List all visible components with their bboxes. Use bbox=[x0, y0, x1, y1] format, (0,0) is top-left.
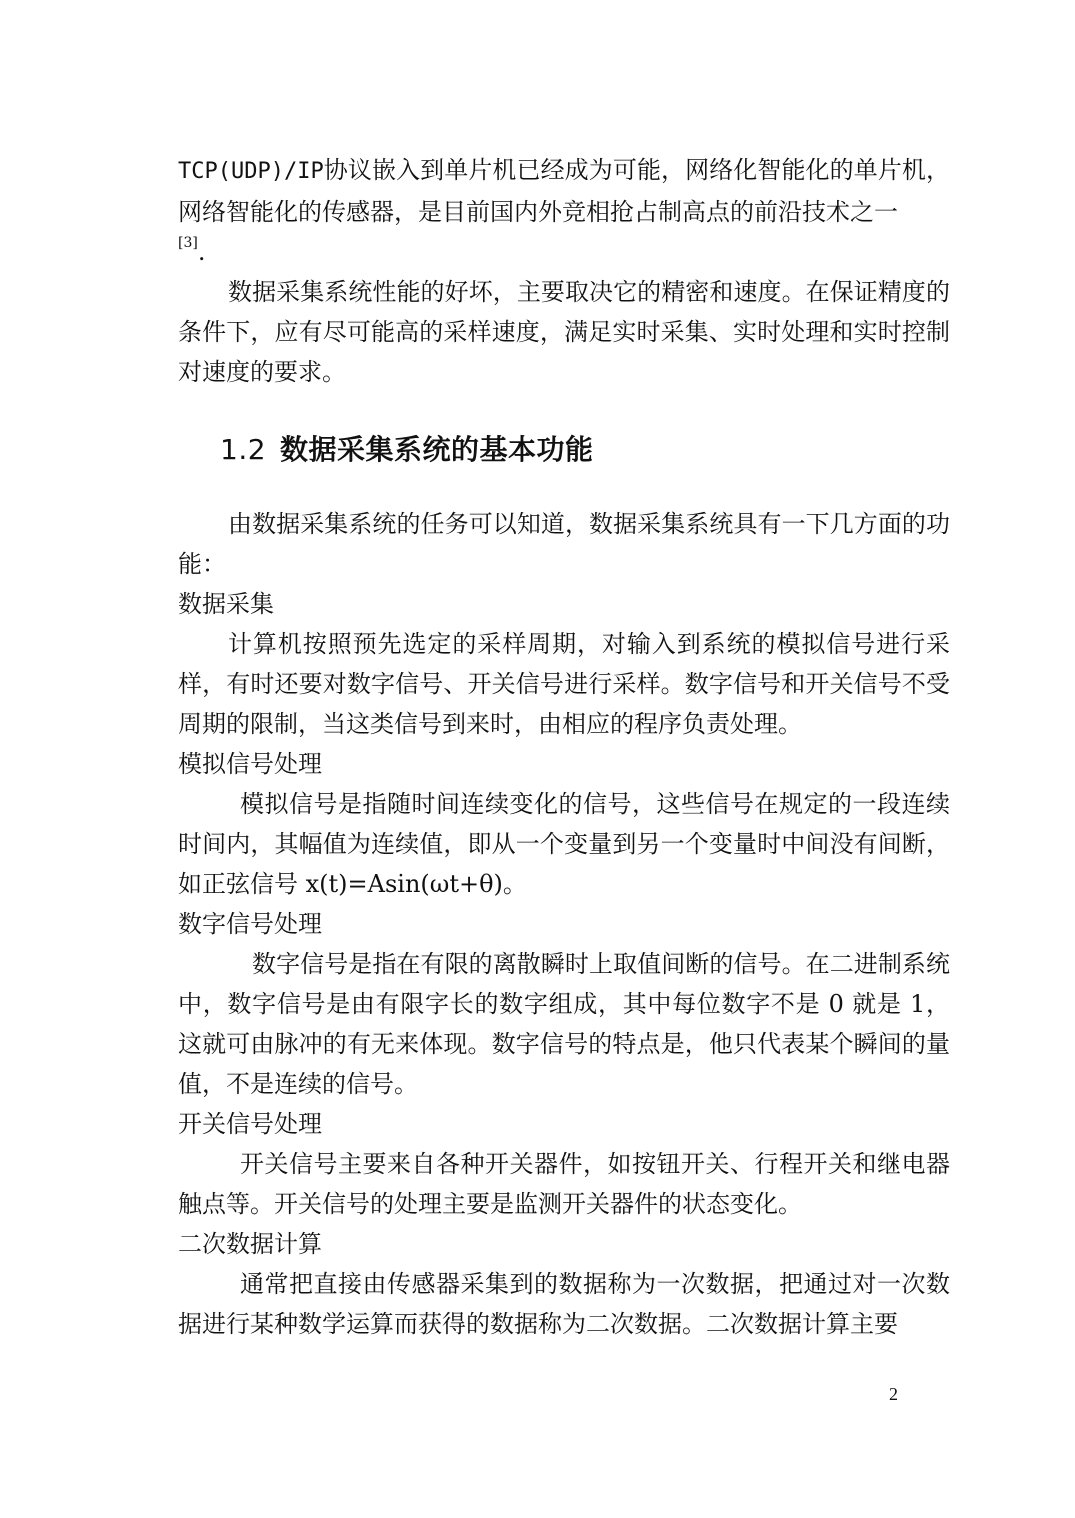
item-body-digital: 数字信号是指在有限的离散瞬时上取值间断的信号。在二进制系统中，数字信号是由有限字长的数字组成，其中每位数字不是 0 就是 1，这就可由脉冲的有无来体现。数字信号的特点是，他只代表某个瞬间的量值，不是连续的信号。 bbox=[178, 950, 950, 1098]
paragraph-intro: 由数据采集系统的任务可以知道，数据采集系统具有一下几方面的功能： bbox=[178, 510, 950, 578]
paragraph-tcp-ip bbox=[178, 150, 950, 272]
paragraph-end-mark: . bbox=[197, 238, 206, 266]
section-title: 数据采集系统的基本功能 bbox=[280, 433, 594, 466]
item-heading-analog: 模拟信号处理 bbox=[178, 750, 322, 778]
paragraph-performance: 数据采集系统性能的好坏，主要取决它的精密和速度。在保证精度的条件下，应有尽可能高的采样速度，满足实时采集、实时处理和实时控制对速度的要求。 bbox=[178, 278, 950, 386]
citation-ref: [3] bbox=[178, 235, 198, 251]
item-body-analog: 模拟信号是指随时间连续变化的信号，这些信号在规定的一段连续时间内，其幅值为连续值，即从一个变量到另一个变量时中间没有间断，如正弦信号 x(t)=Asin(ωt+θ)。 bbox=[178, 790, 950, 898]
paragraph-text: 协议嵌入到单片机已经成为可能，网络化智能化的单片机，网络智能化的传感器，是目前国内外竞相抢占制高点的前沿技术之一 bbox=[178, 156, 950, 226]
page-body bbox=[178, 150, 950, 1344]
item-heading-data-acquisition: 数据采集 bbox=[178, 590, 274, 618]
item-body-secondary: 通常把直接由传感器采集到的数据称为一次数据，把通过对一次数据进行某种数学运算而获得的数据称为二次数据。二次数据计算主要 bbox=[178, 1270, 950, 1338]
section-heading bbox=[220, 430, 950, 470]
page-number: 2 bbox=[889, 1384, 898, 1404]
item-body-data-acquisition: 计算机按照预先选定的采样周期，对输入到系统的模拟信号进行采样，有时还要对数字信号、开关信号进行采样。数字信号和开关信号不受周期的限制，当这类信号到来时，由相应的程序负责处理。 bbox=[178, 630, 950, 738]
item-heading-secondary: 二次数据计算 bbox=[178, 1230, 322, 1258]
section-number: 1.2 bbox=[220, 433, 267, 466]
item-body-switch: 开关信号主要来自各种开关器件，如按钮开关、行程开关和继电器触点等。开关信号的处理主要是监测开关器件的状态变化。 bbox=[178, 1150, 950, 1218]
item-heading-switch: 开关信号处理 bbox=[178, 1110, 322, 1138]
protocol-name: TCP(UDP)/IP bbox=[178, 159, 324, 184]
item-heading-digital: 数字信号处理 bbox=[178, 910, 322, 938]
